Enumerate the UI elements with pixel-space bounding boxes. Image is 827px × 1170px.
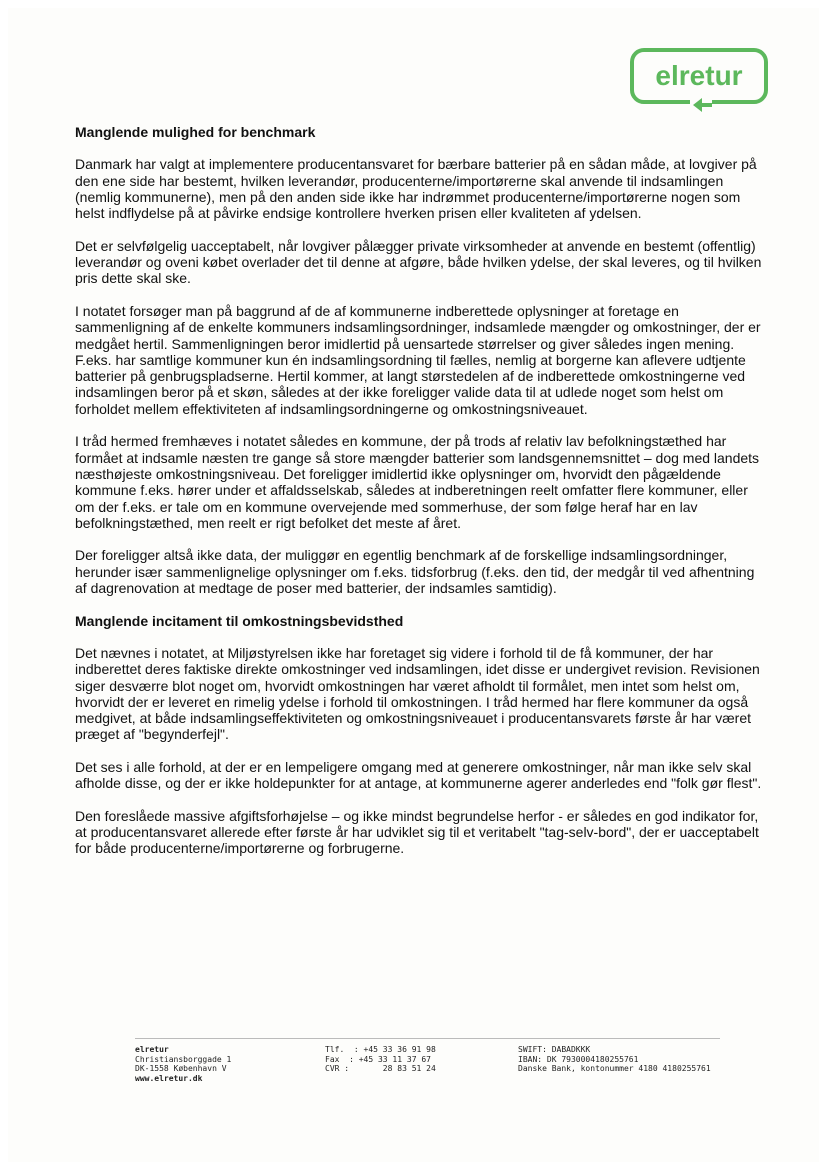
footer-address bbox=[135, 1045, 305, 1083]
footer-phone: Tlf. : +45 33 36 91 98 bbox=[325, 1045, 436, 1054]
paragraph: I notatet forsøger man på baggrund af de af kommunerne indberettede oplysninger at foretage en sammenligning af de enkelte kommuners indsamlingsordninger, indsamlede mængder og omkostninger, der er medgået hertil. Sammenligningen beror imidlertid på uensartede størrelser og giver således ingen mening. F.eks. har samtlige kommuner kun én indsamlingsordning til fælles, nemlig at borgerne kan aflevere udtjente batterier på genbrugspladserne. Hertil kommer, at langt størstedelen af de indberettede omkostningerne ved indsamlingen beror på et skøn, således at der ikke foreligger valide data til at udlede noget som helst om forholdet mellem effektiviteten af indsamlingsordningerne og omkostningsniveauet. bbox=[75, 302, 761, 417]
paragraph: I tråd hermed fremhæves i notatet således en kommune, der på trods af relativ lav befolkningstæthed har formået at indsamle næsten tre gange så store mængder batterier som landsgennemsnittet – dog med landets næsthøjeste omkostningsniveau. Det foreligger imidlertid ikke oplysninger om, hvorvidt den pågældende kommune f.eks. hører under et affaldsselskab, således at indberetningen reelt omfatter flere kommuner, eller om der f.eks. er tale om en kommune overvejende med sommerhuse, der som følge heraf har en lav befolkningstæthed, men reelt er rigt befolket det meste af året. bbox=[75, 433, 760, 531]
logo-text: elretur bbox=[655, 60, 743, 91]
footer-fax: Fax : +45 33 11 37 67 bbox=[325, 1054, 431, 1064]
footer-address-line: Christiansborggade 1 bbox=[135, 1054, 232, 1064]
footer-cvr: CVR : 28 83 51 24 bbox=[325, 1064, 436, 1074]
section-heading-benchmark: Manglende mulighed for benchmark bbox=[75, 124, 316, 140]
footer-contact bbox=[325, 1045, 505, 1074]
elretur-logo bbox=[630, 48, 768, 114]
paragraph: Der foreligger altså ikke data, der muliggør en egentlig benchmark af de forskellige indsamlingsordninger, herunder især sammenlignelige oplysninger om f.eks. tidsforbrug (f.eks. den tid, der medgår til ved afhentning af dagrenovation at medtage de poser med batterier, der indsamles samtidig). bbox=[75, 547, 755, 597]
footer-bank bbox=[518, 1045, 738, 1074]
paragraph: Det er selvfølgelig uacceptabelt, når lovgiver pålægger private virksomheder at anvende en bestemt (offentlig) leverandør og oveni købet overlader det til denne at afgøre, både hvilken ydelse, der skal leveres, og til hvilken pris dette skal ske. bbox=[75, 237, 762, 287]
footer-company: elretur bbox=[135, 1045, 169, 1054]
footer-swift: SWIFT: DABADKKK bbox=[518, 1045, 591, 1054]
footer-address-line: DK-1558 København V bbox=[135, 1064, 227, 1074]
document-page bbox=[8, 8, 819, 1162]
footer-bank-account: Danske Bank, kontonummer 4180 4180255761 bbox=[518, 1064, 711, 1074]
paragraph: Danmark har valgt at implementere producentansvaret for bærbare batterier på en sådan måde, at lovgiver på den ene side har bestemt, hvilken leverandør, producenterne/importørerne skal anvende til indsamlingen (nemlig kommunerne), men på den anden side ikke har indrømmet producenterne/importørerne nogen som helst indflydelse på at påvirke endsige kontrollere hverken prisen eller kvaliteten af ydelsen. bbox=[75, 156, 757, 222]
paragraph: Det ses i alle forhold, at der er en lempeligere omgang med at generere omkostninger, når man ikke selv skal afholde disse, og der er ikke holdepunkter for at antage, at kommunerne agerer anderledes end "folk gør flest". bbox=[75, 758, 762, 792]
footer-web-link[interactable]: www.elretur.dk bbox=[135, 1073, 203, 1083]
footer-iban: IBAN: DK 7930004180255761 bbox=[518, 1054, 639, 1064]
letter-body bbox=[75, 124, 765, 873]
section-heading-incitament: Manglende incitament til omkostningsbevidsthed bbox=[75, 612, 404, 629]
footer-divider bbox=[135, 1038, 720, 1039]
paragraph: Det nævnes i notatet, at Miljøstyrelsen ikke har foretaget sig videre i forhold til de få kommuner, der har indberettet deres faktiske direkte omkostninger ved indsamlingen, idet disse er undergivet revision. Revisionen siger desværre blot noget om, hvorvidt omkostningen har været afholdt til formålet, men intet som helst om, hvorvidt der er leveret en rimelig ydelse i forhold til omkostningen. I tråd hermed har flere kommuner da også medgivet, at både indsamlingseffektiviteten og omkostningsniveauet i producentansvarets første år har været præget af "begynderfejl". bbox=[75, 644, 760, 743]
paragraph: Den foreslåede massive afgiftsforhøjelse – og ikke mindst begrundelse herfor - er således en god indikator for, at producentansvaret allerede efter første år har udviklet sig til et veritabelt "tag-selv-bord", der er uacceptabelt for både producenterne/importørerne og forbrugerne. bbox=[75, 807, 759, 857]
